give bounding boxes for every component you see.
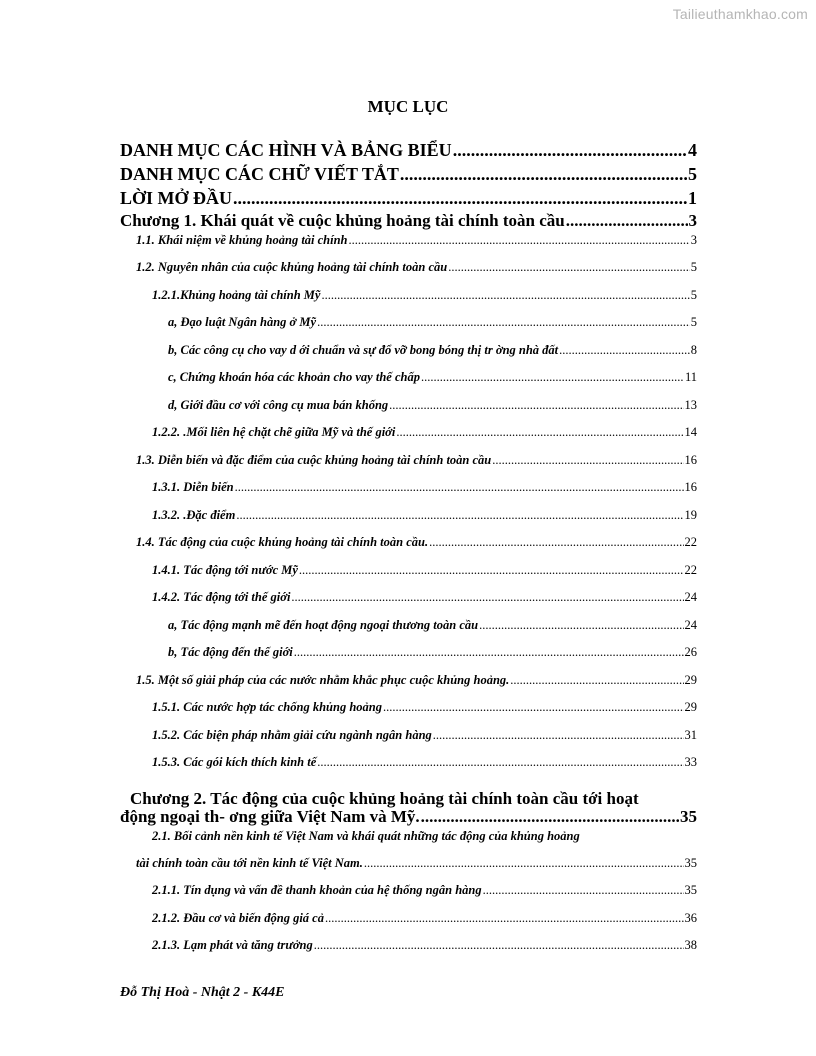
toc-page-number: 29 [684, 700, 697, 714]
toc-entry-text: 1.5. Một số giải pháp của các nước nhằm khắc phục cuộc khủng hoảng. [136, 673, 510, 687]
toc-entry-text: 2.1.1. Tín dụng và vấn đề thanh khoản của hệ thống ngân hàng [152, 883, 482, 897]
toc-leader [317, 755, 683, 770]
toc-leader [294, 645, 684, 660]
toc-entry-text: DANH MỤC CÁC HÌNH VÀ BẢNG BIỂU [120, 140, 452, 160]
toc-leader [314, 938, 684, 953]
toc-entry-text: 1.5.3. Các gói kích thích kinh tế [152, 755, 317, 769]
toc-page-number: 5 [690, 315, 697, 329]
toc-entry-abbreviations[interactable] [120, 164, 697, 185]
toc-entry-text: LỜI MỞ ĐẦU [120, 188, 232, 208]
toc-leader [566, 211, 688, 231]
toc-entry-text: a, Tác động mạnh mẽ đến hoạt động ngoại thương toàn cầu [168, 618, 479, 632]
toc-entry-text: b, Tác động đến thế giới [168, 645, 293, 659]
toc-entry-2-1-2[interactable] [152, 911, 697, 926]
toc-leader [364, 856, 684, 871]
toc-entry-text: d, Giới đầu cơ với công cụ mua bán khống [168, 398, 389, 412]
toc-page-number: 1 [688, 188, 697, 208]
toc-entry-text: 1.4.1. Tác động tới nước Mỹ [152, 563, 298, 577]
toc-entry-text: 2.1.2. Đầu cơ và biến động giá cả [152, 911, 324, 925]
toc-page-number: 35 [680, 807, 697, 826]
toc-leader [383, 700, 684, 715]
toc-entry-1-5-3[interactable] [152, 755, 697, 770]
toc-entry-text: động ngoại th- ơng giữa Việt Nam và Mỹ. [120, 807, 420, 826]
toc-page-number: 5 [688, 164, 697, 184]
toc-entry-1-2-1-b[interactable] [168, 343, 697, 358]
toc-page-number: 13 [684, 398, 697, 412]
toc-chapter-2-title-line1[interactable]: Chương 2. Tác động của cuộc khủng hoảng tài chính toàn cầu tới hoạt [130, 789, 639, 808]
toc-page-number: 16 [684, 480, 697, 494]
toc-leader [421, 370, 684, 385]
toc-entry-introduction[interactable] [120, 188, 697, 209]
toc-entry-text: a, Đạo luật Ngân hàng ở Mỹ [168, 315, 317, 329]
toc-entry-text: 1.3.1. Diễn biến [152, 480, 234, 494]
toc-entry-1-4-2[interactable] [152, 590, 697, 605]
toc-leader [492, 453, 683, 468]
toc-entry-2-1-3[interactable] [152, 938, 697, 953]
toc-entry-1-2[interactable] [136, 260, 697, 275]
toc-page-number: 19 [684, 508, 697, 522]
toc-page-number: 29 [684, 673, 697, 687]
toc-leader [483, 883, 684, 898]
toc-leader [291, 590, 683, 605]
toc-entry-text: tài chính toàn cầu tới nền kinh tế Việt Nam. [136, 856, 363, 870]
toc-page-number: 26 [684, 645, 697, 659]
toc-entry-text: 1.4. Tác động của cuộc khủng hoảng tài chính toàn cầu. [136, 535, 429, 549]
toc-entry-1-5[interactable] [136, 673, 697, 688]
toc-entry-text: 1.1. Khái niệm về khủng hoảng tài chính [136, 233, 348, 247]
toc-entry-text: 1.5.2. Các biện pháp nhằm giải cứu ngành ngân hàng [152, 728, 432, 742]
toc-leader [448, 260, 690, 275]
page-title: MỤC LỤC [367, 97, 449, 116]
toc-page-number: 31 [684, 728, 697, 742]
toc-page-number: 24 [684, 618, 697, 632]
toc-leader [421, 807, 679, 827]
toc-entry-1-4-1[interactable] [152, 563, 697, 578]
toc-leader [433, 728, 684, 743]
toc-page-number: 14 [684, 425, 697, 439]
toc-page-number: 3 [690, 233, 697, 247]
watermark: Tailieuthamkhao.com [672, 6, 808, 22]
toc-page-number: 22 [684, 535, 697, 549]
toc-leader [233, 188, 687, 209]
toc-entry-2-1-1[interactable] [152, 883, 697, 898]
toc-entry-text: 1.2. Nguyên nhân của cuộc khủng hoảng tài chính toàn cầu [136, 260, 448, 274]
toc-entry-text: 1.3.2. .Đặc điểm [152, 508, 236, 522]
toc-page-number: 22 [684, 563, 697, 577]
toc-entry-text: 2.1.3. Lạm phát và tăng trưởng [152, 938, 313, 952]
toc-entry-chapter-1[interactable] [120, 211, 697, 231]
toc-entry-1-3[interactable] [136, 453, 697, 468]
toc-entry-text: c, Chứng khoán hóa các khoản cho vay thế chấp [168, 370, 420, 384]
toc-entry-1-3-1[interactable] [152, 480, 697, 495]
toc-entry-text: 1.3. Diễn biến và đặc điểm của cuộc khủng hoảng tài chính toàn cầu [136, 453, 492, 467]
toc-entry-1-2-1-c[interactable] [168, 370, 697, 385]
toc-entry-text: 1.4.2. Tác động tới thế giới [152, 590, 291, 604]
toc-entry-1-2-1-d[interactable] [168, 398, 697, 413]
toc-entry-1-3-2[interactable] [152, 508, 697, 523]
toc-entry-1-2-1[interactable] [152, 288, 697, 303]
toc-leader [389, 398, 683, 413]
toc-entry-1-2-2[interactable] [152, 425, 697, 440]
toc-entry-1-4-2-a[interactable] [168, 618, 697, 633]
toc-entry-1-4-2-b[interactable] [168, 645, 697, 660]
toc-entry-1-4[interactable] [136, 535, 697, 550]
toc-page-number: 11 [684, 370, 697, 384]
toc-page-number: 24 [684, 590, 697, 604]
toc-page-number: 33 [684, 755, 697, 769]
toc-entry-chapter-2[interactable] [120, 807, 697, 827]
toc-leader [396, 425, 683, 440]
toc-leader [453, 140, 687, 161]
page-footer-author: Đỗ Thị Hoà - Nhật 2 - K44E [120, 985, 285, 1000]
toc-leader [559, 343, 690, 358]
toc-page-number: 8 [690, 343, 697, 357]
toc-entry-1-5-1[interactable] [152, 700, 697, 715]
toc-entry-2-1[interactable] [136, 856, 697, 871]
toc-entry-text: 1.2.2. .Mối liên hệ chặt chẽ giữa Mỹ và thế giới [152, 425, 396, 439]
toc-leader [235, 480, 684, 495]
toc-page-number: 5 [690, 288, 697, 302]
toc-leader [510, 673, 683, 688]
toc-page-number: 35 [684, 856, 697, 870]
toc-page-number: 35 [684, 883, 697, 897]
toc-leader [429, 535, 683, 550]
toc-leader [400, 164, 687, 185]
toc-leader [299, 563, 684, 578]
toc-entry-text: DANH MỤC CÁC CHỮ VIẾT TẮT [120, 164, 399, 184]
toc-entry-list-figures[interactable] [120, 140, 697, 161]
toc-page-number: 3 [688, 211, 697, 230]
toc-page-number: 16 [684, 453, 697, 467]
toc-entry-text: 1.5.1. Các nước hợp tác chống khủng hoảng [152, 700, 382, 714]
toc-entry-1-5-2[interactable] [152, 728, 697, 743]
toc-leader [321, 288, 689, 303]
toc-leader [349, 233, 690, 248]
toc-entry-text: 1.2.1.Khủng hoảng tài chính Mỹ [152, 288, 321, 302]
toc-page-number: 4 [688, 140, 697, 160]
toc-entry-1-1[interactable] [136, 233, 697, 248]
toc-page-number: 36 [684, 911, 697, 925]
toc-leader [479, 618, 683, 633]
toc-leader [236, 508, 683, 523]
toc-leader [317, 315, 690, 330]
toc-entry-text: b, Các công cụ cho vay d ới chuẩn và sự đổ vỡ bong bóng thị tr ờng nhà đất [168, 343, 559, 357]
toc-entry-1-2-1-a[interactable] [168, 315, 697, 330]
toc-entry-text: Chương 1. Khái quát về cuộc khủng hoảng tài chính toàn cầu [120, 211, 565, 230]
toc-page-number: 5 [690, 260, 697, 274]
toc-leader [325, 911, 684, 926]
toc-page-number: 38 [684, 938, 697, 952]
toc-entry-2-1-line1[interactable]: 2.1. Bối cảnh nền kinh tế Việt Nam và khái quát những tác động của khủng hoảng [152, 829, 580, 843]
